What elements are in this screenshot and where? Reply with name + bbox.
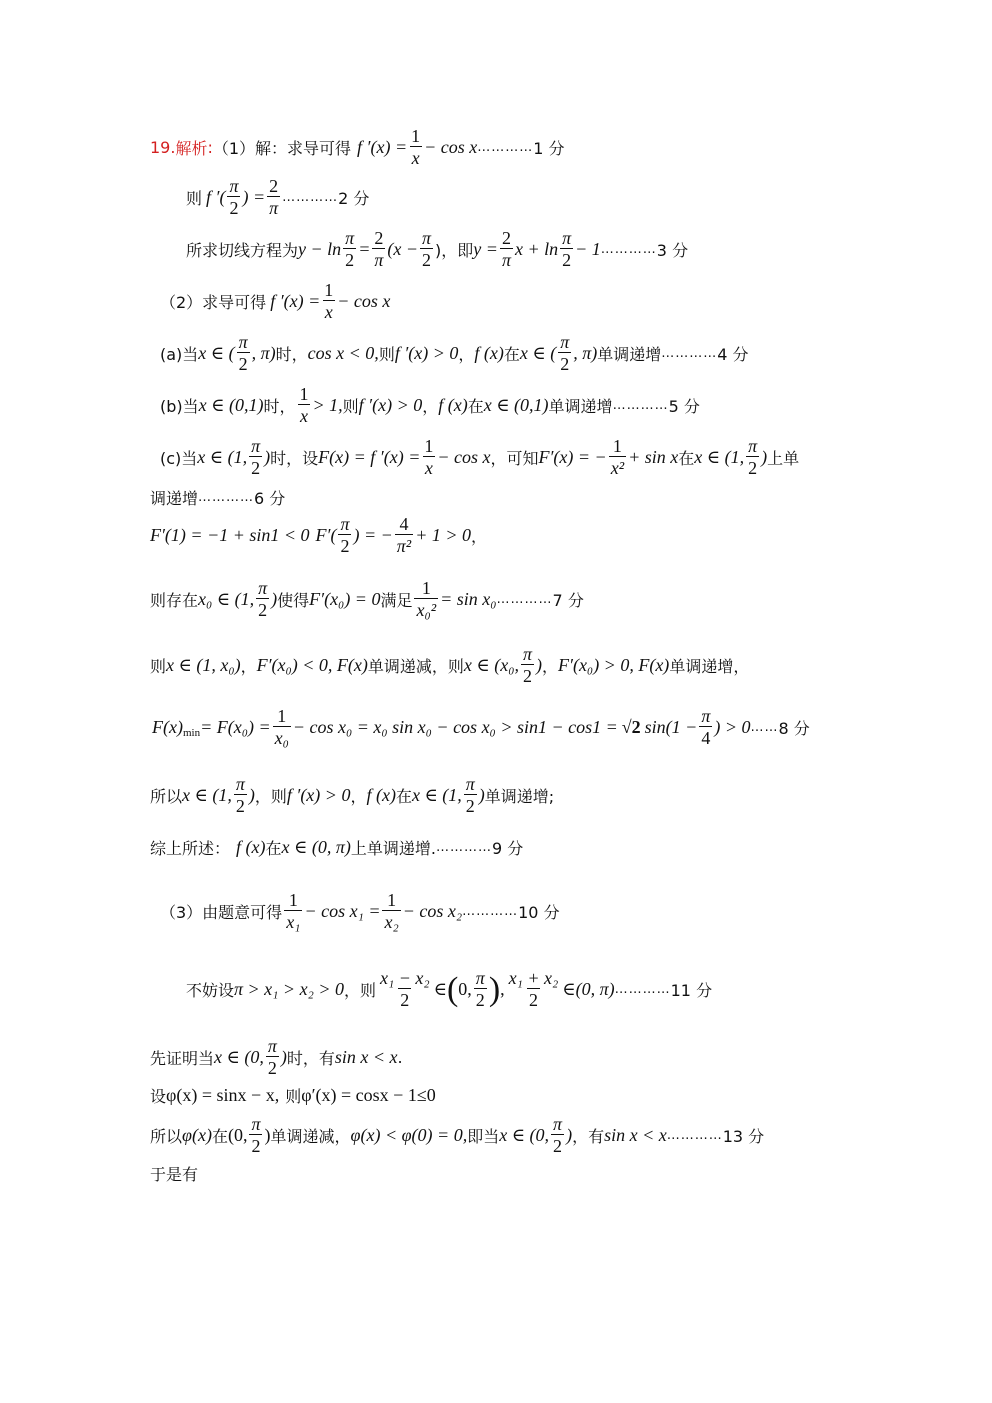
score-dots: ………… [198,490,255,505]
math: ) [566,1125,573,1145]
line-12 [152,706,810,749]
math: F′(x) = − [538,447,607,467]
math: x ∈ (0, π) [281,837,351,857]
fraction: $\frac{4}{\text{π²}}$ [396,514,412,556]
math: − cos x₂ [402,901,463,921]
question-number: 19. [150,138,176,157]
math: = [358,239,371,259]
score: 8 分 [778,719,810,738]
math: x ∈ (1, [694,447,745,467]
math: sin(1 − [644,717,698,737]
text: 单调递增; [484,787,555,806]
text: 于是有 [150,1165,199,1184]
text: 则 [186,189,203,208]
line-1 [150,126,565,169]
text: 单调递增， [669,657,750,676]
fraction: $\frac{2}{\pi}$ [501,228,511,270]
text: 在 [678,449,695,468]
fraction: $\frac{1}{\text{x₀²}}$ [416,578,437,620]
math: F′(1) = −1 + sin1 < 0 [150,525,310,545]
line-14 [150,836,523,859]
math: x ∈ ( [519,343,557,363]
math: , [500,979,505,999]
score-dots: …… [750,720,779,735]
math: π > x₁ > x₂ > 0 [234,979,344,999]
text: (a)当 [160,345,199,364]
math: , π) [573,343,598,363]
math: sin x < x [334,1047,398,1067]
text: (b)当 [160,397,199,416]
score: 9 分 [491,839,524,858]
fraction: $\frac{1}{x}$ [411,126,421,168]
math: F(x) [152,717,183,737]
text: 则存在 [150,591,199,610]
fraction: $\frac{\pi}{2}$ [267,1036,277,1078]
line-8 [150,486,285,509]
score: 3 分 [656,241,689,260]
line-6 [160,384,700,427]
math: ) [280,1047,287,1067]
math: φ′(x) = cosx − 1≤0 [301,1085,436,1105]
score-dots: ………… [477,140,534,155]
math: x ∈ (1, [197,447,248,467]
math: x ∈ ( [198,343,235,363]
score-dots: ………… [661,346,718,361]
text: ， [471,527,488,546]
math: f ′(x) = [270,291,321,311]
score-dots: ………… [435,840,492,855]
fraction: $\frac{\pi}{4}$ [701,706,711,748]
text: )，即 [435,241,474,260]
text: 时，有 [286,1049,335,1068]
fraction: $\frac{\pi}{2}$ [251,436,261,478]
math: φ(x) = sinx − x, [166,1085,280,1105]
text: 时， [275,345,308,364]
text: 单调递增 [597,345,662,364]
fraction: $\frac{\pi}{2}$ [251,1114,261,1156]
math: + 1 > 0 [415,525,471,545]
text: ，则 [343,981,376,1000]
text: ， [458,345,475,364]
math: y = [473,239,498,259]
fraction: $\frac{1}{\text{x₁}}$ [286,890,301,932]
math: x + ln [514,239,559,259]
fraction: $\frac{\pi}{2}$ [340,514,350,556]
text: （2）求导可得 [160,293,267,312]
text: ， [422,397,439,416]
math: = sin x₀ [440,589,497,609]
math: − cos x [337,291,391,311]
math: x ∈ (0, [214,1047,264,1067]
score-dots: ………… [612,398,669,413]
math: ) [271,589,278,609]
fraction: $\frac{1}{x}$ [424,436,434,478]
fraction: $\frac{\pi}{2}$ [465,774,475,816]
text: 单调递减，则 [367,657,464,676]
score-dots: ………… [496,592,553,607]
score: 4 分 [717,345,749,364]
line-4 [160,280,390,323]
math: φ(x) [182,1125,212,1145]
score: 7 分 [552,591,584,610]
line-9 [150,514,487,557]
math: ) [761,447,768,467]
line-2 [186,176,369,219]
score-dots: ………… [666,1128,723,1143]
score-dots: ………… [282,190,339,205]
text: 所求切线方程为 [186,241,299,260]
math: φ(x) < φ(0) = 0, [350,1125,468,1145]
line-16 [186,968,712,1011]
math: > 1, [312,395,343,415]
text: 时，设 [270,449,319,468]
math: F′(x₀) < 0, F(x) [256,655,368,675]
text: 即当 [467,1127,500,1146]
math: ) [264,447,271,467]
text: 上单 [767,449,800,468]
text: ，有 [572,1127,605,1146]
fraction: $\frac{\pi}{2}$ [422,228,432,270]
fraction: $\frac{1}{\text{x²}}$ [610,436,625,478]
math-rest: − cos x [424,137,478,157]
text: (c)当 [160,449,198,468]
math: (0, π) [575,979,615,999]
math: ∈ [433,979,447,999]
fraction: $\frac{1}{x}$ [324,280,334,322]
math: f (x) [474,343,504,363]
fraction: $\frac{\pi}{2}$ [562,228,572,270]
math: (x − [387,239,419,259]
score: 11 分 [670,981,713,1000]
math: x ∈ (0,1) [198,395,264,415]
analysis-colon: : [207,138,213,157]
score-dots: ………… [600,242,657,257]
fraction: $\frac{\pi}{2}$ [748,436,758,478]
text: 则 [378,345,395,364]
math: f (x) [236,837,266,857]
fraction: $\frac{1}{\text{x₀}}$ [274,706,289,748]
math: x ∈ (0, [499,1125,550,1145]
fraction: $\frac{\text{x₁ − x₂}}{2}$ [379,968,430,1010]
text: 则 [150,657,167,676]
text: 所以 [150,1127,183,1146]
text: 设 [150,1087,167,1106]
score: 10 分 [518,903,560,922]
math: F′(x₀) > 0, F(x) [558,655,670,675]
fraction: $\frac{\pi}{2}$ [235,774,245,816]
math: ) > 0 [714,717,751,737]
score: 6 分 [254,489,286,508]
math: f (x) [366,785,396,805]
fraction: $\frac{2}{\pi}$ [374,228,384,270]
line-15 [160,890,560,933]
score: 5 分 [668,397,700,416]
line-5 [160,332,749,375]
math: f (x) [438,395,468,415]
math: F′(x₀) = 0 [309,589,381,609]
subscript: min [182,727,201,739]
text: 单调递减， [270,1127,351,1146]
text: 所以 [150,787,183,806]
math: f ′( [206,187,226,207]
text: 则 [342,397,359,416]
fraction: $\frac{\pi}{2}$ [522,644,532,686]
math: (0, [227,1125,248,1145]
math: − cos x₁ = [304,901,381,921]
fraction: $\frac{1}{\text{x₂}}$ [384,890,399,932]
fraction: $\frac{\pi}{2}$ [553,1114,563,1156]
fraction: $\frac{\pi}{2}$ [345,228,355,270]
math: + sin x [628,447,679,467]
math-lhs: f ′(x) = [357,137,408,157]
right-paren: ) [488,970,501,1008]
score: 1 分 [533,139,565,158]
score-dots: ………… [462,904,519,919]
math: f ′(x) > 0 [394,343,459,363]
fraction: $\frac{\pi}{2}$ [475,968,485,1010]
text: 上单调递增. [350,839,436,858]
text: ，则 [254,787,287,806]
fraction: $\frac{2}{\pi}$ [269,176,279,218]
part-1-intro: （1）解：求导可得 [212,139,352,158]
line-10 [150,578,584,621]
line-11 [150,644,749,687]
math: − 1 [575,239,601,259]
line-20 [150,1162,198,1185]
math: , π) [251,343,276,363]
line-3 [186,228,688,271]
math: ) = − [353,525,393,545]
text: 满足 [380,591,413,610]
math: ∈ [562,979,576,999]
text: 不妨设 [186,981,235,1000]
text: 单调递增 [548,397,613,416]
analysis-tag: 解析 [175,139,208,158]
math: ) [264,1125,271,1145]
score-dots: ………… [614,982,671,997]
math: ) [536,655,542,675]
text: 综上所述： [150,839,231,858]
math: F′( [315,525,337,545]
score: 2 分 [338,189,370,208]
math: x ∈ (1, [411,785,462,805]
text: 在 [467,397,484,416]
fraction: $\frac{1}{x}$ [299,384,309,426]
line-18 [150,1084,436,1107]
math: − cos x₀ = x₀ sin x₀ − cos x₀ > sin1 − cos1 = [292,717,618,737]
score: 13 分 [722,1127,765,1146]
math: ) [248,785,255,805]
math: x ∈ (x₀, [463,655,519,675]
line-19 [150,1114,764,1157]
text: ， [350,787,367,806]
text: 使得 [277,591,310,610]
text: 先证明当 [150,1049,215,1068]
math: f ′(x) > 0 [286,785,351,805]
left-paren: ( [446,970,459,1008]
fraction: $\frac{\pi}{2}$ [560,332,570,374]
math: y − ln [298,239,342,259]
math: cos x < 0, [307,343,379,363]
text: 在 [211,1127,228,1146]
math: F(x) = f ′(x) = [318,447,421,467]
math: x₀ ∈ (1, [198,589,255,609]
math: ) [478,785,485,805]
line-13 [150,774,554,817]
text: ， [542,657,559,676]
fraction: $\frac{\pi}{2}$ [258,578,268,620]
math: − cos x [437,447,491,467]
math: ) = [242,187,266,207]
math: x ∈ (1, x₀) [166,655,241,675]
text: 调递增 [150,489,199,508]
fraction: $\frac{\text{x₁ + x₂}}{2}$ [508,968,559,1010]
text: 在 [395,787,412,806]
text: ， [240,657,257,676]
fraction: $\frac{\pi}{2}$ [229,176,239,218]
line-17 [150,1036,403,1079]
text: ，可知 [490,449,539,468]
text: 时， [263,397,296,416]
math: 0, [458,979,472,999]
math: = F(x₀) = [200,717,271,737]
sqrt: √2 [621,717,641,737]
text: （3）由题意可得 [160,903,283,922]
math: x ∈ (0,1) [483,395,549,415]
math: x ∈ (1, [182,785,232,805]
fraction: $\frac{\pi}{2}$ [238,332,248,374]
math: sin x < x [604,1125,667,1145]
text: 则 [285,1087,302,1106]
text: 在 [265,839,282,858]
text: . [397,1048,403,1067]
line-7 [160,436,799,479]
text: 在 [503,345,520,364]
math: f ′(x) > 0 [358,395,423,415]
